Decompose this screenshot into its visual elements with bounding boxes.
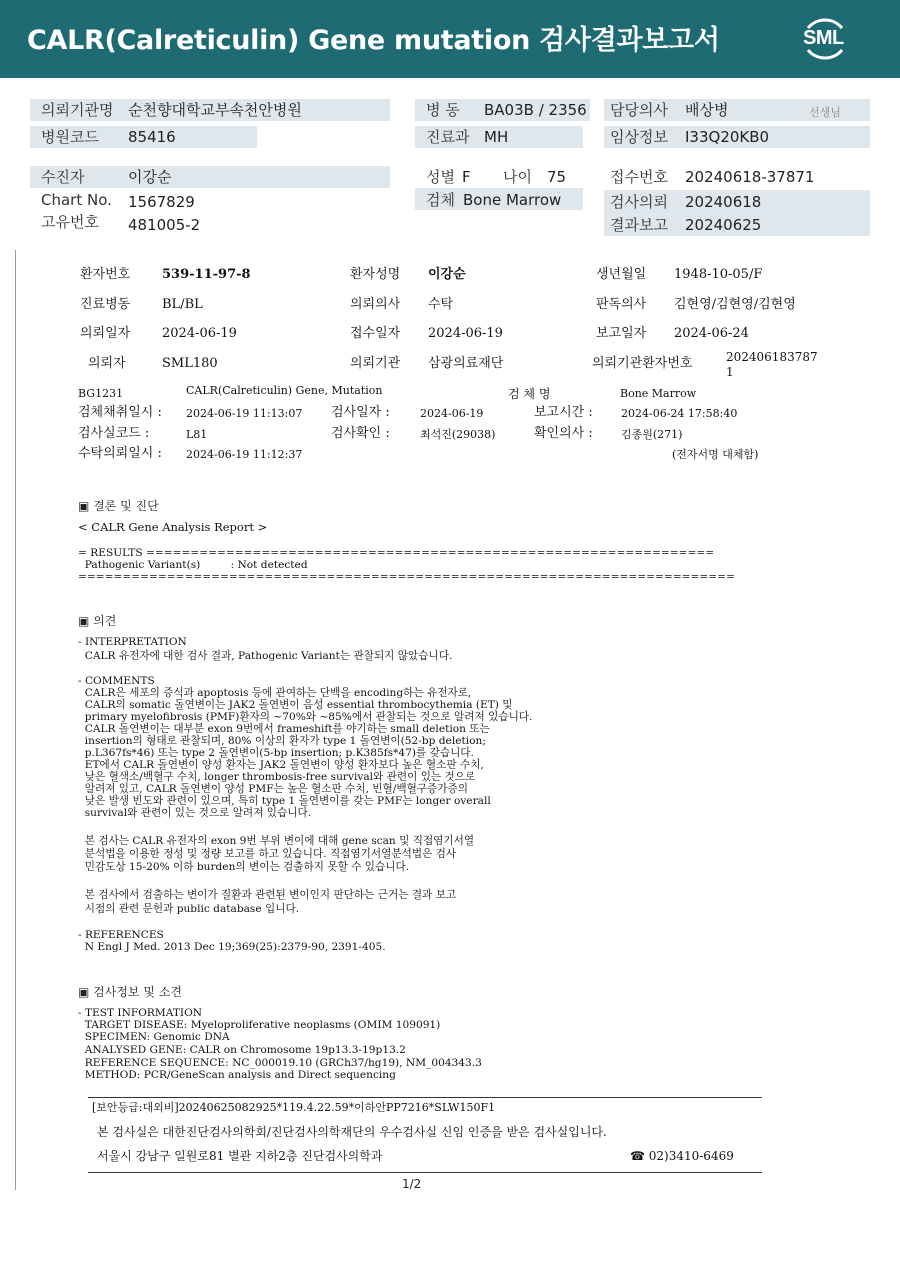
address-line: 서울시 강남구 일원로81 별관 지하2층 진단검사의학과 xyxy=(97,1149,383,1163)
request-label: 검사의뢰 xyxy=(610,193,668,211)
reader-label: 판독의사 xyxy=(596,297,647,312)
comment-line: 본 검사는 CALR 유전자의 exon 9번 부위 변이에 대해 gene scan 및 직접염기서열 xyxy=(78,835,475,847)
clinical-label: 임상정보 xyxy=(610,128,668,146)
test-info-line: ANALYSED GENE: CALR on Chromosome 19p13.3-19p13.2 xyxy=(78,1044,406,1056)
req-date-value: 2024-06-19 xyxy=(162,326,237,341)
sex-label: 성별 xyxy=(426,168,455,186)
comment-line: CALR은 세포의 증식과 apoptosis 등에 관여하는 단백을 encoding하는 유전자로, xyxy=(78,687,472,699)
report-value: 20240625 xyxy=(685,216,762,234)
test-code: BG1231 xyxy=(78,387,124,400)
references-head: - REFERENCES xyxy=(78,929,164,941)
age-value: 75 xyxy=(547,168,567,186)
doctor-value: 배상병 xyxy=(685,101,729,119)
room-value: L81 xyxy=(186,428,208,441)
comment-line: 낮은 혈색소/백혈구 수치, longer thrombosis-free survival와 관련이 있는 것으로 xyxy=(78,771,476,783)
pward-value: BL/BL xyxy=(162,297,203,312)
confirm-doc-label: 확인의사 : xyxy=(534,426,593,441)
rcv-date-label: 접수일자 xyxy=(350,326,401,341)
dept-label: 진료과 xyxy=(426,128,470,146)
test-info-line: REFERENCE SEQUENCE: NC_000019.10 (GRCh37/hg19), NM_004343.3 xyxy=(78,1057,482,1069)
institution-value: 순천향대학교부속천안병원 xyxy=(128,101,302,119)
comment-line: 낮은 발생 빈도와 관련이 있으며, 특히 type 1 돌연변이를 갖는 PMF는 longer overall xyxy=(78,795,491,807)
collect-label: 검체채취일시 : xyxy=(78,405,162,420)
logo-text: SML xyxy=(803,27,844,49)
req-inst-label: 의뢰기관 xyxy=(350,356,401,371)
comment-line: 시점의 관련 문헌과 public database 입니다. xyxy=(78,903,300,915)
report-time-label: 보고시간 : xyxy=(534,405,593,420)
report-title: CALR(Calreticulin) Gene mutation 검사결과보고서 xyxy=(27,25,720,56)
confirm-label: 검사확인 : xyxy=(331,426,390,441)
comments-head: - COMMENTS xyxy=(78,675,155,687)
confirm-doc-value: 김종원(271) xyxy=(621,428,683,441)
consign-label: 수탁의뢰일시 : xyxy=(78,446,162,461)
tspecimen-value: Bone Marrow xyxy=(620,387,697,400)
pid-value: 539-11-97-8 xyxy=(162,267,251,282)
name-value: 이강순 xyxy=(428,267,466,282)
consign-value: 2024-06-19 11:12:37 xyxy=(186,448,303,461)
patient-label: 수진자 xyxy=(41,168,85,186)
test-name: CALR(Calreticulin) Gene, Mutation xyxy=(186,384,383,397)
scan-left-edge xyxy=(15,250,16,1190)
ward-label: 병 동 xyxy=(426,101,460,119)
dept-value: MH xyxy=(484,128,509,146)
confirm-value: 최석진(29038) xyxy=(420,428,496,441)
dob-label: 생년월일 xyxy=(596,267,647,282)
age-label: 나이 xyxy=(503,168,532,186)
comment-line: 민감도상 15-20% 이하 burden의 변이는 검출하지 못할 수 있습니다. xyxy=(78,861,410,873)
test-date-value: 2024-06-19 xyxy=(420,407,484,420)
specimen-label: 검체 xyxy=(426,191,455,209)
reader-value: 김현영/김현영/김현영 xyxy=(674,297,796,312)
req-date-label: 의뢰일자 xyxy=(80,326,131,341)
ward-value: BA03B / 2356 xyxy=(484,101,587,119)
unique-value: 481005-2 xyxy=(128,216,201,234)
req-inst-value: 삼광의료재단 xyxy=(428,356,504,371)
receipt-value: 20240618-37871 xyxy=(685,168,815,186)
tspecimen-label: 검 체 명 xyxy=(508,387,551,401)
pid-label: 환자번호 xyxy=(80,267,131,282)
results-bottom-rule: ========================================================================== xyxy=(78,571,735,583)
footer-top-rule xyxy=(88,1097,762,1098)
reference-line: N Engl J Med. 2013 Dec 19;369(25):2379-90, 2391-405. xyxy=(78,941,386,953)
req-inst-pid-value-2: 1 xyxy=(726,365,734,379)
pdoc-label: 의뢰의사 xyxy=(350,297,401,312)
rep-date-label: 보고일자 xyxy=(596,326,647,341)
chart-label: Chart No. xyxy=(41,191,112,209)
name-label: 환자성명 xyxy=(350,267,401,282)
comment-line: insertion의 형태로 관찰되며, 80% 이상의 환자가 type 1 돌연변이(52-bp deletion; xyxy=(78,735,486,747)
dob-value: 1948-10-05/F xyxy=(674,267,763,282)
rep-date-value: 2024-06-24 xyxy=(674,326,749,341)
comment-line: 알려져 있고, CALR 돌연변이 양성 PMF는 높은 혈소판 수치, 빈혈/백혈구증가증의 xyxy=(78,783,468,795)
pdoc-value: 수탁 xyxy=(428,297,454,312)
report-time-value: 2024-06-24 17:58:40 xyxy=(621,407,738,420)
comment-line: 분석법을 이용한 정성 및 정량 보고를 하고 있습니다. 직접염기서열분석법은 검사 xyxy=(78,848,457,860)
interpretation-line: CALR 유전자에 대한 검사 결과, Pathogenic Variant는 관찰되지 않았습니다. xyxy=(78,650,453,662)
esign-note: (전자서명 대체함) xyxy=(672,448,759,461)
section-conclusion-title: ▣ 결론 및 진단 xyxy=(78,499,159,513)
footer-bottom-rule xyxy=(88,1172,762,1173)
test-info-line: TARGET DISEASE: Myeloproliferative neoplasms (OMIM 109091) xyxy=(78,1019,441,1031)
comment-line: survival와 관련이 있는 것으로 알려져 있습니다. xyxy=(78,807,312,819)
variant-result: Pathogenic Variant(s) : Not detected xyxy=(78,559,308,571)
report-header xyxy=(0,0,900,78)
doctor-suffix: 선생님 xyxy=(809,106,841,119)
collect-value: 2024-06-19 11:13:07 xyxy=(186,407,303,420)
req-inst-pid-label: 의뢰기관환자번호 xyxy=(592,356,693,371)
request-value: 20240618 xyxy=(685,193,762,211)
doctor-label: 담당의사 xyxy=(610,101,668,119)
hospital-code-value: 85416 xyxy=(128,128,176,146)
pward-label: 진료병동 xyxy=(80,297,131,312)
report-label: 결과보고 xyxy=(610,216,668,234)
section-testinfo-title: ▣ 검사정보 및 소견 xyxy=(78,985,182,999)
comment-line: 본 검사에서 검출하는 변이가 질환과 관련된 변이인지 판단하는 근거는 결과 보고 xyxy=(78,889,457,901)
room-label: 검사실코드 : xyxy=(78,426,150,441)
report-subtitle: < CALR Gene Analysis Report > xyxy=(78,520,268,534)
receipt-label: 접수번호 xyxy=(610,168,668,186)
institution-label: 의뢰기관명 xyxy=(41,101,114,119)
sex-value: F xyxy=(462,168,471,186)
comment-line: primary myelofibrosis (PMF)환자의 ~70%와 ~85%에서 관찰되는 것으로 알려져 있습니다. xyxy=(78,711,533,723)
requester-value: SML180 xyxy=(162,356,218,371)
rcv-date-value: 2024-06-19 xyxy=(428,326,503,341)
comment-line: p.L367fs*46) 또는 type 2 돌연변이(5-bp insertion; p.K385fs*47)를 갖습니다. xyxy=(78,747,474,759)
certification-line: 본 검사실은 대한진단검사의학회/진단검사의학재단의 우수검사실 신임 인증을 받은 검사실입니다. xyxy=(97,1125,607,1139)
req-inst-pid-value: 202406183787 xyxy=(726,350,818,364)
security-line: [보안등급:대외비]20240625082925*119.4.22.59*이하안PP7216*SLW150F1 xyxy=(92,1101,496,1114)
chart-value: 1567829 xyxy=(128,193,195,211)
test-date-label: 검사일자 : xyxy=(331,405,390,420)
section-opinion-title: ▣ 의견 xyxy=(78,614,117,628)
comment-line: CALR 돌연변이는 대부분 exon 9번에서 frameshift를 야기하는 small deletion 또는 xyxy=(78,723,490,735)
patient-value: 이강순 xyxy=(128,168,172,186)
test-info-line: METHOD: PCR/GeneScan analysis and Direct sequencing xyxy=(78,1069,396,1081)
hospital-code-label: 병원코드 xyxy=(41,128,99,146)
specimen-value: Bone Marrow xyxy=(463,191,562,209)
page-number: 1/2 xyxy=(402,1177,422,1191)
test-info-line: SPECIMEN: Genomic DNA xyxy=(78,1031,230,1043)
unique-label: 고유번호 xyxy=(41,213,99,231)
comment-line: ET에서 CALR 돌연변이 양성 환자는 JAK2 돌연변이 양성 환자보다 높은 혈소판 수치, xyxy=(78,759,484,771)
test-info-head: - TEST INFORMATION xyxy=(78,1007,203,1019)
phone-line: ☎ 02)3410-6469 xyxy=(630,1149,734,1163)
requester-label: 의뢰자 xyxy=(88,356,126,371)
comment-line: CALR의 somatic 돌연변이는 JAK2 돌연변이 음성 essential thrombocythemia (ET) 및 xyxy=(78,699,513,711)
interpretation-head: - INTERPRETATION xyxy=(78,636,187,648)
results-rule: = RESULTS ================================================================ xyxy=(78,547,715,559)
clinical-value: I33Q20KB0 xyxy=(685,128,770,146)
